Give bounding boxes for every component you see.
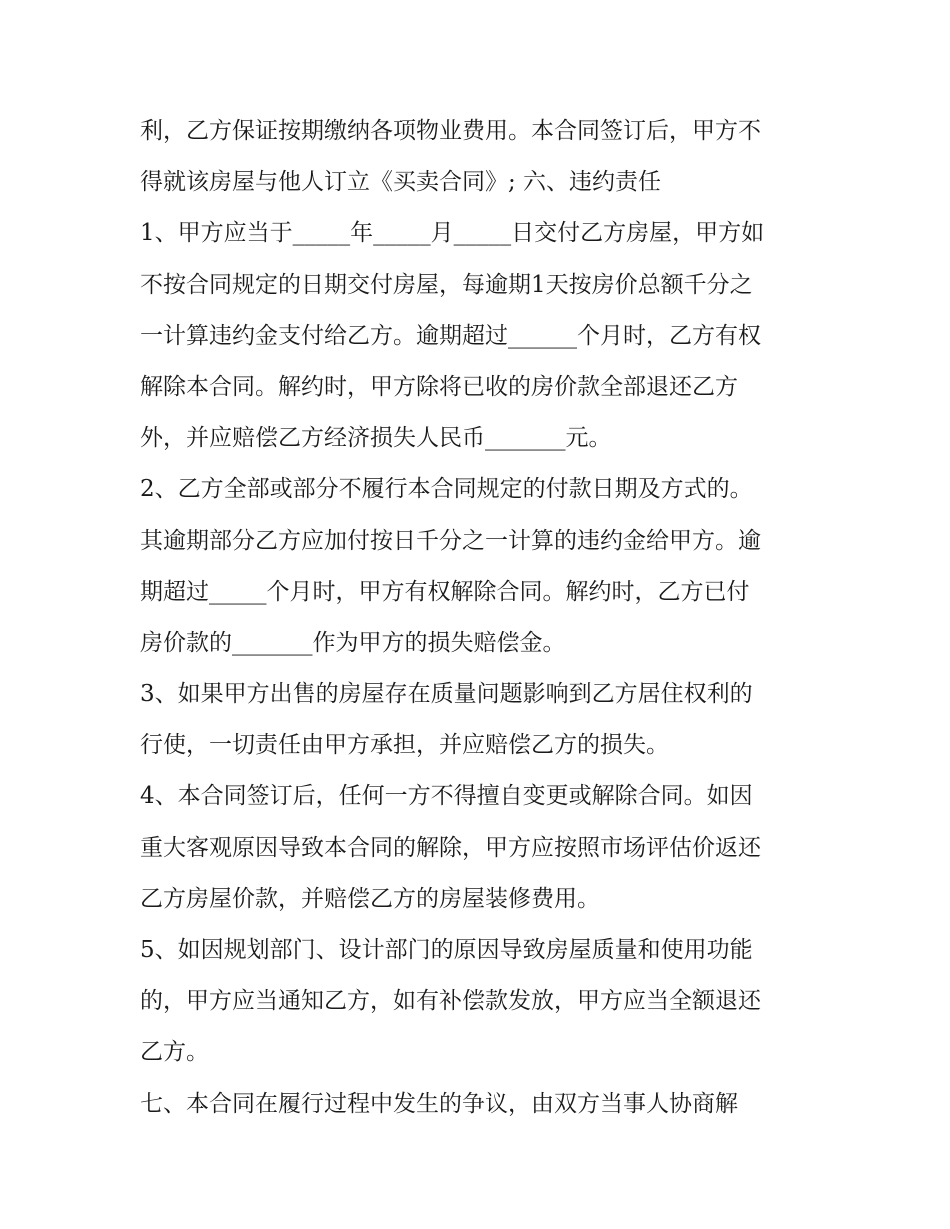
- text-line: 外，并应赔偿乙方经济损失人民币_______元。: [140, 425, 612, 452]
- clause-2-line: 2、乙方全部或部分不履行本合同规定的付款日期及方式的。: [140, 476, 753, 503]
- text-line: 的，甲方应当通知乙方，如有补偿款发放，甲方应当全额退还: [140, 988, 761, 1015]
- text-line: 重大客观原因导致本合同的解除，甲方应按照市场评估价返还: [140, 834, 761, 861]
- text-line: 行使，一切责任由甲方承担，并应赔偿乙方的损失。: [140, 732, 669, 759]
- text-line: 一计算违约金支付给乙方。逾期超过______个月时，乙方有权: [140, 322, 761, 349]
- clause-5-line: 5、如因规划部门、设计部门的原因导致房屋质量和使用功能: [140, 937, 753, 963]
- clause-1-line: 1、甲方应当于_____年_____月_____日交付乙方房屋，甲方如: [140, 220, 765, 247]
- text-line: 乙方房屋价款，并赔偿乙方的房屋装修费用。: [140, 885, 600, 912]
- contract-body-text: [140, 106, 820, 1130]
- section-7-line: 七、本合同在履行过程中发生的争议，由双方当事人协商解: [140, 1090, 738, 1117]
- text-line: 房价款的_______作为甲方的损失赔偿金。: [140, 629, 566, 656]
- text-line: 期超过_____个月时，甲方有权解除合同。解约时，乙方已付: [140, 578, 750, 605]
- text-line: 乙方。: [140, 1039, 209, 1066]
- text-line: 解除本合同。解约时，甲方除将已收的房价款全部退还乙方: [140, 373, 738, 400]
- text-line: 利，乙方保证按期缴纳各项物业费用。本合同签订后，甲方不: [140, 118, 761, 144]
- text-line: 不按合同规定的日期交付房屋，每逾期1天按房价总额千分之: [140, 271, 753, 298]
- clause-3-line: 3、如果甲方出售的房屋存在质量问题影响到乙方居住权利的: [140, 681, 753, 708]
- text-line: 得就该房屋与他人订立《买卖合同》; 六、违约责任: [140, 169, 662, 196]
- clause-4-line: 4、本合同签订后，任何一方不得擅自变更或解除合同。如因: [140, 783, 753, 810]
- text-line: 其逾期部分乙方应加付按日千分之一计算的违约金给甲方。逾: [140, 527, 761, 554]
